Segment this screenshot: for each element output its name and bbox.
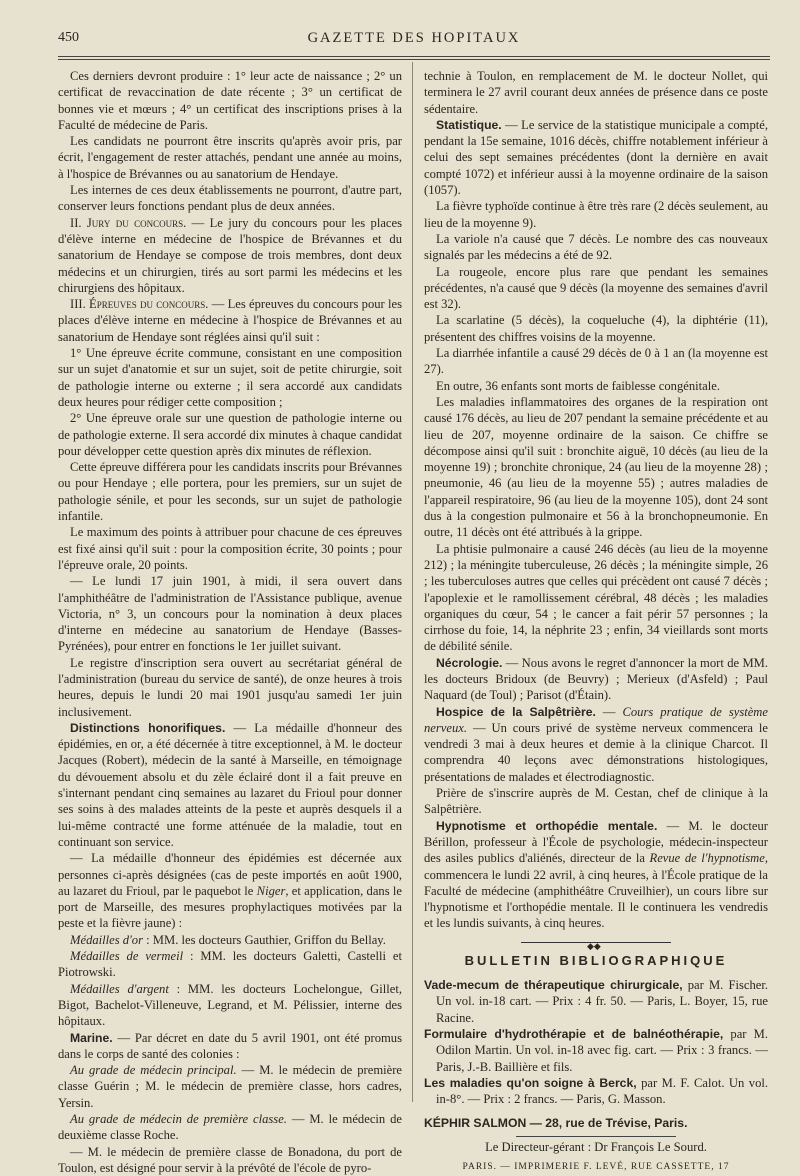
paragraph: Cette épreuve différera pour les candidats inscrits pour Brévannes ou pour Hendaye ; elle portera, pour les premiers, sur un sujet de pathologie sénile, et pour les seconds, sur un sujet de pathologie infantile. [58,460,402,524]
paragraph: Hypnotisme et orthopédie mentale. — M. le docteur Bérillon, professeur à l'École de psychologie, médecin-inspecteur des asiles publics d'aliénés, directeur de la Revue de l'hypnotisme, commencera le lundi 22 avril, à cinq heures, à l'École pratique de la Faculté de médecine (amphithéâtre Cruveilhier), un cours libre sur l'hypnotisme et l'orthopédie mentale. Il le continuera les vendredis et les lundis suivants, à cinq heures. [424,818,769,931]
paragraph: En outre, 36 enfants sont morts de faiblesse congénitale. [436,378,720,393]
bibliography-title: BULLETIN BIBLIOGRAPHIQUE [464,952,728,968]
director-signature: Le Directeur-gérant : Dr François Le Sourd. [485,1139,707,1154]
column-divider [412,62,413,1102]
paragraph: Médailles de vermeil : MM. les docteurs Galetti, Castelli et Piotrowski. [58,949,402,980]
paragraph: technie à Toulon, en remplacement de M. le docteur Nollet, qui terminera le 27 avril courant deux années de présence dans ce poste sédentaire. [424,69,768,116]
paragraph: Les maladies inflammatoires des organes de la respiration ont causé 176 décès, au lieu de 207 pendant la semaine précédente et au lieu de 207, moyenne ordinaire de la saison. Ce chiffre se décompose ainsi qu'il suit : bronchite aiguë, 10 décès (au lieu de la moyenne 19) ; bronchite chronique, 24 (au lieu de la moyenne 28) ; pneumonie, 46 (au lieu de la moyenne 55) ; autres maladies de l'appareil respiratoire, 96 (au lieu de la moyenne 105), dont 24 sont dus à la congestion pulmonaire et 56 à la bronchopneumonie. En outre, 11 décès ont été attribués à la grippe. [424,394,768,540]
advertisement: KÉPHIR SALMON — 28, rue de Trévise, Paris. [424,1116,688,1131]
signature-rule [516,1136,676,1137]
section-heading: III. Épreuves du concours. [70,297,209,312]
paragraph: Médailles d'argent : MM. les docteurs Lochelongue, Gillet, Bigot, Bachelot-Villeneuve, Legrand, et M. Pélissier, interne des hôpitaux. [58,981,402,1029]
paragraph: Les internes de ces deux établissements ne pourront, d'autre part, conserver leurs fonctions pendant plus de deux années. [58,183,402,214]
paragraph: 1° Une épreuve écrite commune, consistant en une composition sur un sujet d'anatomie et sur un sujet, soit de petite chirurgie, soit de pathologie interne ou externe ; il sera accordé aux candidats deux heures pour rédiger cette composition ; [58,346,402,409]
paragraph: La variole n'a causé que 7 décès. Le nombre des cas nouveaux signalés par les médecins a été de 92. [424,231,768,263]
paragraph: Ces derniers devront produire : 1° leur acte de naissance ; 2° un certificat de revaccination de date récente ; 3° un certificat de bonnes vie et mœurs ; 4° un certificat des inscriptions prises à la Faculté de médecine de Paris. [58,69,402,132]
ornament-rule [521,940,671,951]
paragraph: Prière de s'inscrire auprès de M. Cestan, chef de clinique à la Salpêtrière. [424,786,768,817]
paragraph: Au grade de médecin principal. — M. le médecin de première classe Guérin ; M. le médecin de première classe, hors cadres, Yersin. [58,1063,402,1110]
paragraph: La diarrhée infantile a causé 29 décès de 0 à 1 an (la moyenne est 27). [424,346,768,377]
paragraph: III. Épreuves du concours. — Les épreuves du concours pour les places d'élève interne en médecine à l'hospice de Brévannes et au sanatorium de Hendaye sont réglées ainsi qu'il suit : [58,297,402,344]
paragraph: Le maximum des points à attribuer pour chacune de ces épreuves est fixé ainsi qu'il suit : pour la composition écrite, 30 points ; pour l'épreuve orale, 20 points. [58,525,402,572]
section-heading: Marine. [70,1030,113,1045]
paragraph: Nécrologie. — Nous avons le regret d'annoncer la mort de MM. les docteurs Bridoux (de Beuvry) ; Merieux (d'Asfeld) ; Paul Naquard (de Toul) ; Parisot (d'Étain). [424,655,768,703]
paragraph: La fièvre typhoïde continue à être très rare (2 décès seulement, au lieu de la moyenne 9). [424,199,768,230]
paragraph: II. Jury du concours. — Le jury du concours pour les places d'élève interne en médecine de l'hospice de Brévannes et du sanatorium de Hendaye se compose de trois membres, dont deux médecins et un chirurgien, tirés au sort parmi les médecins et les chirurgiens des hôpitaux. [58,215,402,295]
journal-title: GAZETTE DES HOPITAUX [307,30,521,46]
section-heading: Hypnotisme et orthopédie mentale. [436,818,658,833]
section-heading: Distinctions honorifiques. [70,720,226,735]
left-column [58,68,402,1176]
paragraph: — Le lundi 17 juin 1901, à midi, il sera ouvert dans l'amphithéâtre de l'administration de l'Assistance publique, avenue Victoria, n° 3, un concours pour la nomination à deux places d'interne en médecine au sanatorium de Hendaye (Basses-Pyrénées), pour entrer en fonctions le 1er juillet suivant. [58,574,402,654]
paragraph: La rougeole, encore plus rare que pendant les semaines précédentes, n'a causé que 9 décès (la moyenne des semaines d'avril est 32). [424,264,768,312]
section-heading: Nécrologie. [436,655,503,670]
paragraph: Marine. — Par décret en date du 5 avril 1901, ont été promus dans le corps de santé des colonies : [58,1030,402,1061]
bibliography-entry: Formulaire d'hydrothérapie et de balnéothérapie, par M. Odilon Martin. Un vol. in-18 avec fig. cart. — Prix : 3 francs. — Paris, J.-B. Baillière et fils. [424,1026,768,1074]
paragraph: 2° Une épreuve orale sur une question de pathologie interne ou de pathologie externe. Il sera accordé dix minutes à chaque candidat pour développer cette question après dix minutes de réflexion. [58,411,402,458]
paragraph: Statistique. — Le service de la statistique municipale a compté, pendant la 15e semaine, 1016 décès, chiffre notablement inférieur à celui des sept semaines précédentes (dont la dernière en avait compté 1072) et inférieur aussi à la moyenne ordinaire de la saison (1057). [424,117,768,198]
header-rule-double [58,59,770,60]
paragraph: Hospice de la Salpêtrière. — Cours pratique de système nerveux. — Un cours privé de système nerveux commencera le vendredi 3 mai à deux heures et demie à la clinique Charcot. Il comprendra 40 leçons avec démonstrations histologiques, présentations de malades et électrodiagnostic. [424,704,768,784]
bibliography-entry: Les maladies qu'on soigne à Berck, par M. F. Calot. Un vol. in-8°. — Prix : 2 francs. — Paris, G. Masson. [424,1075,769,1107]
paragraph: Médailles d'or : MM. les docteurs Gauthier, Griffon du Bellay. [70,932,386,947]
paragraph: La phtisie pulmonaire a causé 246 décès (au lieu de la moyenne 212) ; la méningite tuberculeuse, 26 décès ; la méningite simple, 26 ; les tuberculoses autres que celles qui précèdent ont causé 7 décès ; l'apoplexie et le ramollissement cérébral, 48 décès ; les maladies organiques du cœur, 54 ; le cancer a fait périr 57 personnes ; la cirrhose du foie, 14, la néphrite 23 ; enfin, 34 vieillards sont morts de débilité sénile. [424,541,768,654]
section-heading: Statistique. [436,117,502,132]
paragraph: — La médaille d'honneur des épidémies est décernée aux personnes ci-après désignées (cas de peste importés en août 1900, au lazaret du Frioul, par le paquebot le Niger, et application, dans le port de Marseille, des mesures prophylactiques motivées par la peste et la fièvre jaune) : [58,851,403,931]
ornament-icon: ◆◆ [587,940,601,951]
bibliography-entry: Vade-mecum de thérapeutique chirurgicale, par M. Fischer. Un vol. in-18 cart. — Prix : 4 fr. 50. — Paris, L. Boyer, 15, rue Racine. [424,978,768,1025]
printer-line: PARIS. — IMPRIMERIE F. LEVÉ, RUE CASSETTE, 17 [462,1162,730,1172]
paragraph: Au grade de médecin de première classe. — M. le médecin de deuxième classe Roche. [58,1112,402,1143]
page-number: 450 [58,30,79,45]
right-column [424,68,768,1175]
paragraph: La scarlatine (5 décès), la coqueluche (4), la diphtérie (11), présentent des chiffres voisins de la moyenne. [424,313,768,344]
paragraph: Distinctions honorifiques. — La médaille d'honneur des épidémies, en or, a été décernée à titre exceptionnel, à M. le docteur Jacques (Robert), médecin de la santé à Marseille, en témoignage du dévouement absolu et du zèle éclairé dont il a fait preuve en s'internant pendant cinq semaines au lazaret du Frioul pour donner ses soins à des malades atteints de la peste et auprès desquels il a lui-même contracté une forme atténuée de la maladie, tout en continuant son service. [58,720,402,849]
paragraph: — M. le médecin de première classe de Bonadona, du port de Toulon, est désigné pour servir à la prévôté de l'école de pyro- [58,1144,402,1175]
paragraph: Les candidats ne pourront être inscrits qu'après avoir pris, par écrit, l'engagement de rester attachés, pendant une année au moins, à l'hospice de Brévannes ou au sanatorium de Hendaye. [58,134,402,181]
header-rule [58,56,770,57]
page-header [58,30,770,52]
section-heading: II. Jury du concours. [70,215,187,230]
paragraph: Le registre d'inscription sera ouvert au secrétariat général de l'administration (bureau du service de santé), de onze heures à trois heures, depuis le lundi 20 mai 1901 jusqu'au samedi 1er juin inclusivement. [58,655,402,719]
section-heading: Hospice de la Salpêtrière. [436,704,596,719]
